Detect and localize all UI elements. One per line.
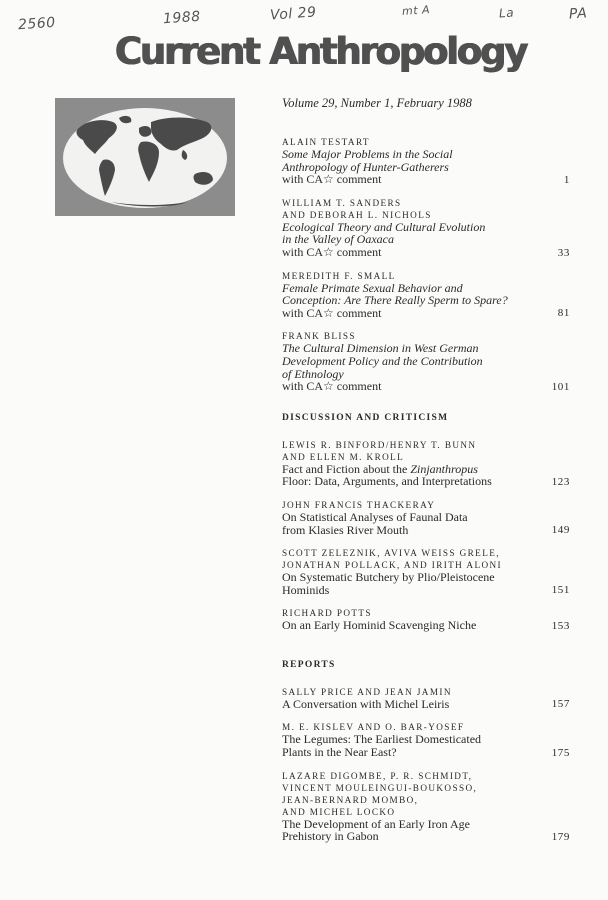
page-number: 81 (557, 307, 570, 320)
author-line: MEREDITH F. SMALL (282, 270, 396, 281)
author-line: JOHN FRANCIS THACKERAY (282, 499, 436, 510)
article-entry[interactable] (282, 770, 572, 843)
page-number: 33 (557, 246, 570, 259)
page-number: 149 (551, 524, 570, 537)
page-number: 153 (551, 619, 570, 632)
issue-info: Volume 29, Number 1, February 1988 (282, 96, 472, 110)
author-line: SCOTT ZELEZNIK, AVIVA WEISS GRELE, (282, 548, 500, 559)
page-number: 179 (551, 830, 570, 843)
article-entry[interactable] (282, 270, 572, 320)
article-entry[interactable] (282, 607, 572, 632)
article-title-line: from Klasies River Mouth (282, 522, 409, 537)
author-line: SALLY PRICE AND JEAN JAMIN (282, 686, 452, 697)
article-title-line: Development Policy and the Contribution (282, 353, 483, 368)
article-title-line: Plants in the Near East? (282, 745, 397, 760)
article-title-line: On Systematic Butchery by Plio/Pleistocene (282, 570, 495, 585)
title-italic-text: Zinjanthropus (410, 461, 478, 476)
article-title-line: Ecological Theory and Cultural Evolution (282, 219, 486, 234)
author-line: WILLIAM T. SANDERS (282, 197, 402, 208)
comment-note: with CA☆ comment (282, 305, 382, 320)
article-title-line: On Statistical Analyses of Faunal Data (282, 509, 468, 524)
article-title-line: Some Major Problems in the Social (282, 147, 453, 161)
article-entry[interactable] (282, 721, 572, 758)
world-map-image (55, 98, 235, 216)
comment-note: with CA☆ comment (282, 172, 382, 187)
author-line: LAZARE DIGOMBE, P. R. SCHMIDT, (282, 770, 473, 781)
handwritten-note-year: 1988 (162, 8, 202, 28)
section-heading-reports: REPORTS (282, 659, 336, 670)
page-number: 175 (551, 746, 570, 759)
handwritten-note-volume: Vol 29 (269, 4, 317, 24)
article-entry[interactable] (282, 547, 572, 596)
author-line: JEAN-BERNARD MOMBO, (282, 794, 419, 805)
handwritten-note-mark: mt A (401, 3, 431, 18)
handwritten-note-catalog: 2560 (17, 14, 57, 34)
article-entry[interactable] (282, 439, 572, 488)
article-title-line: Hominids (282, 582, 330, 597)
article-title-line: Floor: Data, Arguments, and Interpretations (282, 474, 492, 489)
table-of-contents (282, 136, 572, 854)
article-entry[interactable] (282, 136, 572, 186)
article-title-line: Female Primate Sexual Behavior and (282, 280, 463, 295)
page-number: 101 (551, 380, 570, 393)
handwritten-note-la: La (498, 5, 515, 21)
title-text: Fact and Fiction about the (282, 461, 411, 476)
comment-note: with CA☆ comment (282, 379, 382, 394)
author-line: LEWIS R. BINFORD/HENRY T. BUNN (282, 439, 477, 450)
author-line: M. E. KISLEV AND O. BAR-YOSEF (282, 722, 465, 733)
author-line: ALAIN TESTART (282, 137, 370, 147)
article-title-line: The Development of an Early Iron Age (282, 816, 470, 831)
article-title-line: The Legumes: The Earliest Domesticated (282, 732, 482, 747)
author-line: JONATHAN POLLACK, AND IRITH ALONI (282, 560, 502, 571)
article-title-line: On an Early Hominid Scavenging Niche (282, 618, 477, 633)
article-title-line: Conception: Are There Really Sperm to Spare? (282, 293, 508, 308)
article-entry[interactable] (282, 686, 572, 711)
article-title-line: of Ethnology (282, 366, 344, 381)
article-title-line: The Cultural Dimension in West German (282, 341, 479, 356)
author-line: AND ELLEN M. KROLL (282, 451, 405, 462)
page-number: 123 (551, 475, 570, 488)
article-title-line: A Conversation with Michel Leiris (282, 696, 450, 711)
author-line: AND DEBORAH L. NICHOLS (282, 209, 432, 220)
journal-masthead: Current Anthropology (115, 30, 527, 73)
article-entry[interactable] (282, 330, 572, 392)
page-number: 157 (551, 698, 570, 711)
article-entry[interactable] (282, 499, 572, 536)
author-line: FRANK BLISS (282, 331, 356, 342)
page-number: 151 (551, 584, 570, 597)
article-title-line: in the Valley of Oaxaca (282, 232, 394, 247)
comment-note: with CA☆ comment (282, 244, 382, 259)
author-line: VINCENT MOULEINGUI-BOUKOSSO, (282, 782, 478, 793)
section-heading-discussion: DISCUSSION AND CRITICISM (282, 412, 449, 423)
author-line: AND MICHEL LOCKO (282, 806, 396, 817)
page-number: 1 (563, 173, 570, 186)
article-title-line: Prehistory in Gabon (282, 829, 379, 844)
article-title-line: Anthropology of Hunter-Gatherers (282, 159, 449, 174)
handwritten-note-pa: PA (568, 5, 588, 23)
article-entry[interactable] (282, 197, 572, 259)
author-line: RICHARD POTTS (282, 608, 372, 619)
